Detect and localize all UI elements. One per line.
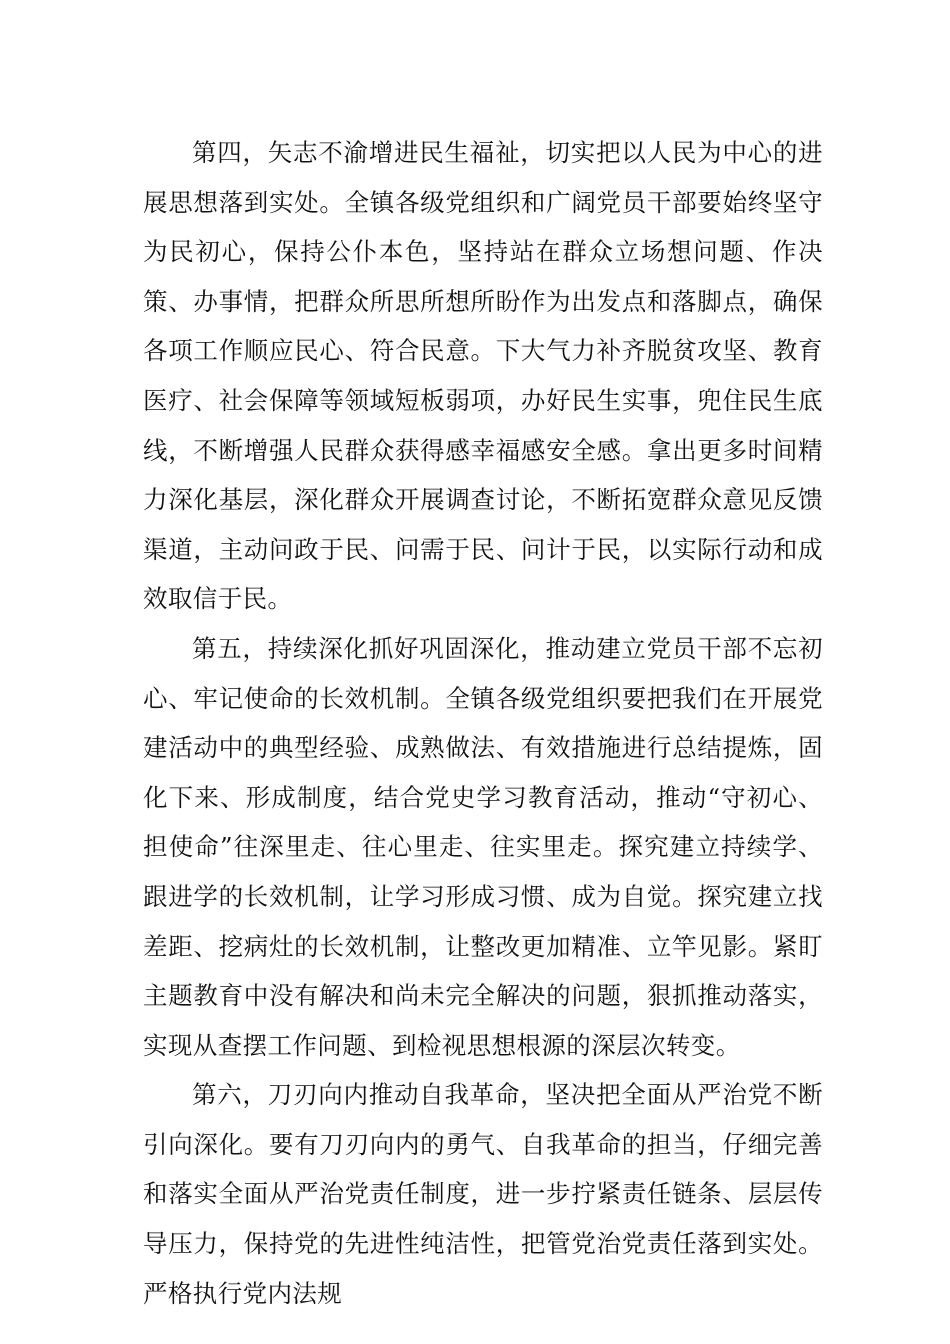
paragraph-5: 第五，持续深化抓好巩固深化，推动建立党员干部不忘初心、牢记使命的长效机制。全镇各级党组织要把我们在开展党建活动中的典型经验、成熟做法、有效措施进行总结提炼，固化下来、形成制度，结合党史学习教育活动，推动“守初心、担使命”往深里走、往心里走、往实里走。探究建立持续学、跟进学的长效机制，让学习形成习惯、成为自觉。探究建立找差距、挖病灶的长效机制，让整改更加精准、立竿见影。紧盯主题教育中没有解决和尚未完全解决的问题，狠抓推动落实，实现从查摆工作问题、到检视思想根源的深层次转变。 [143,633,823,1060]
document-body [143,128,823,1318]
paragraph-4: 第四，矢志不渝增进民生福祉，切实把以人民为中心的进展思想落到实处。全镇各级党组织和广阔党员干部要始终坚守为民初心，保持公仆本色，坚持站在群众立场想问题、作决策、办事情，把群众所思所想所盼作为出发点和落脚点，确保各项工作顺应民心、符合民意。下大气力补齐脱贫攻坚、教育医疗、社会保障等领域短板弱项，办好民生实事，兜住民生底线，不断增强人民群众获得感幸福感安全感。拿出更多时间精力深化基层，深化群众开展调查讨论，不断拓宽群众意见反馈渠道，主动问政于民、问需于民、问计于民，以实际行动和成效取信于民。 [143,138,823,614]
paragraph-6: 第六，刀刃向内推动自我革命，坚决把全面从严治党不断引向深化。要有刀刃向内的勇气、自我革命的担当，仔细完善和落实全面从严治党责任制度，进一步拧紧责任链条、层层传导压力，保持党的先进性纯洁性，把管党治党责任落到实处。严格执行党内法规 [143,1080,823,1308]
